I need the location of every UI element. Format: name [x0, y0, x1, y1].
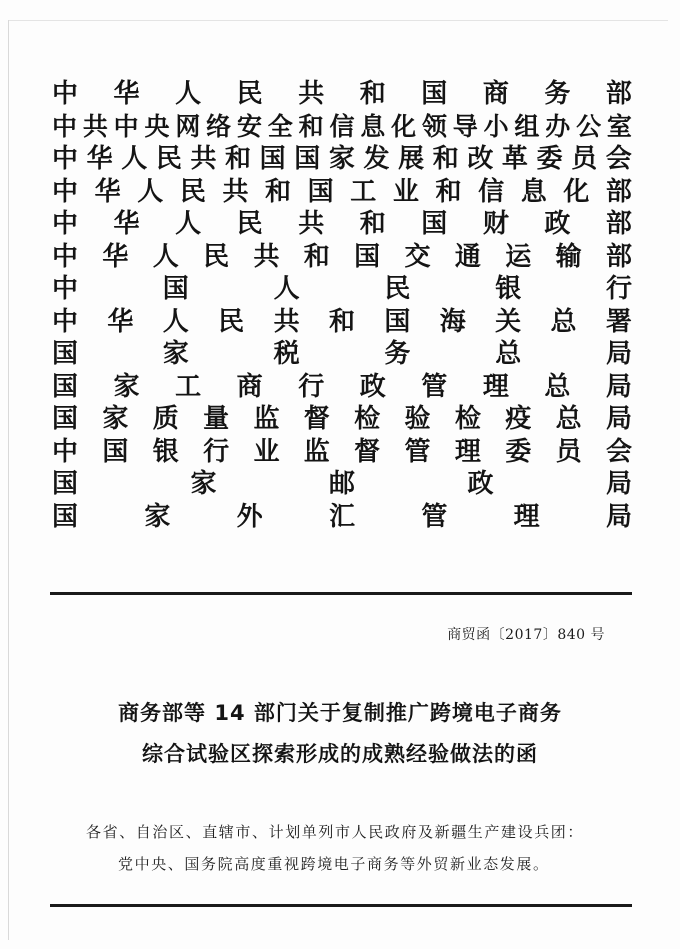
agency-line [52, 176, 632, 209]
agency-char: 华 [107, 306, 134, 337]
agency-char: 公 [576, 111, 602, 141]
agency-char: 量 [203, 404, 230, 434]
agency-char: 室 [606, 111, 632, 141]
agency-line [52, 403, 632, 436]
agency-char: 中 [113, 111, 139, 141]
agency-char: 家 [328, 144, 355, 174]
agency-char: 国 [52, 339, 79, 369]
agency-char: 工 [175, 371, 202, 402]
agency-char: 民 [179, 176, 206, 207]
agency-char: 中 [52, 176, 79, 207]
agency-char: 总 [555, 404, 582, 434]
agency-char: 民 [155, 144, 182, 174]
agency-char: 化 [391, 111, 417, 141]
agency-char: 理 [482, 371, 509, 402]
agency-char: 人 [273, 274, 300, 304]
agency-char: 总 [495, 339, 522, 369]
agency-char: 共 [298, 79, 325, 109]
agency-char: 全 [267, 111, 293, 141]
agency-char: 委 [536, 144, 563, 174]
agency-char: 组 [514, 111, 540, 141]
agency-char: 会 [605, 144, 632, 174]
agency-line [52, 78, 632, 111]
agency-line [52, 436, 632, 469]
agency-char: 业 [253, 436, 280, 467]
agency-char: 交 [404, 241, 431, 272]
agency-char: 员 [571, 144, 598, 174]
agency-char: 商 [236, 371, 263, 402]
agency-char: 展 [398, 144, 425, 174]
agency-char: 部 [605, 241, 632, 272]
agency-char: 财 [482, 209, 509, 239]
agency-char: 国 [52, 501, 79, 532]
agency-char: 中 [52, 144, 79, 174]
agency-line [52, 371, 632, 404]
agency-char: 家 [102, 404, 129, 434]
agency-char: 中 [52, 241, 79, 272]
agency-char: 人 [175, 209, 202, 239]
agency-char: 家 [144, 501, 171, 532]
agency-char: 改 [467, 144, 494, 174]
issuing-agencies-header [52, 78, 632, 533]
agency-char: 管 [421, 501, 448, 532]
agency-char: 华 [113, 209, 140, 239]
agency-char: 外 [236, 501, 263, 532]
agency-char: 信 [329, 111, 355, 141]
agency-char: 国 [384, 306, 411, 337]
agency-char: 理 [454, 436, 481, 467]
agency-char: 国 [259, 144, 286, 174]
agency-char: 政 [359, 371, 386, 402]
agency-char: 人 [121, 144, 148, 174]
agency-char: 化 [563, 176, 590, 207]
agency-char: 银 [152, 436, 179, 467]
document-title-line-2: 综合试验区探索形成的成熟经验做法的函 [142, 742, 538, 766]
agency-char: 国 [307, 176, 334, 207]
agency-char: 行 [298, 371, 325, 402]
agency-char: 和 [298, 111, 324, 141]
agency-char: 政 [544, 209, 571, 239]
agency-char: 家 [162, 339, 189, 369]
agency-char: 监 [303, 436, 330, 467]
agency-char: 务 [384, 339, 411, 369]
agency-line [52, 111, 632, 144]
agency-char: 邮 [328, 469, 355, 499]
agency-char: 人 [152, 241, 179, 272]
agency-char: 领 [421, 111, 447, 141]
agency-char: 通 [454, 241, 481, 272]
agency-char: 共 [190, 144, 217, 174]
body-paragraph: 党中央、国务院高度重视跨境电子商务等外贸新业态发展。 [118, 855, 550, 873]
agency-char: 局 [605, 371, 632, 402]
agency-char: 中 [52, 436, 79, 467]
agency-char: 民 [384, 274, 411, 304]
agency-char: 务 [544, 79, 571, 109]
agency-char: 络 [206, 111, 232, 141]
agency-char: 中 [52, 79, 79, 109]
agency-char: 小 [483, 111, 509, 141]
agency-char: 会 [605, 436, 632, 467]
agency-char: 华 [86, 144, 113, 174]
agency-char: 中 [52, 274, 79, 304]
agency-char: 和 [265, 176, 292, 207]
scan-edge-top [8, 20, 668, 21]
agency-char: 息 [360, 111, 386, 141]
agency-char: 政 [467, 469, 494, 499]
agency-char: 疫 [505, 404, 532, 434]
agency-char: 人 [175, 79, 202, 109]
agency-line [52, 273, 632, 306]
agency-line [52, 143, 632, 176]
agency-char: 局 [605, 501, 632, 532]
agency-char: 网 [175, 111, 201, 141]
agency-line [52, 338, 632, 371]
agency-char: 和 [303, 241, 330, 272]
agency-char: 部 [605, 209, 632, 239]
agency-char: 商 [482, 79, 509, 109]
agency-char: 税 [273, 339, 300, 369]
agency-char: 验 [404, 404, 431, 434]
agency-char: 民 [236, 209, 263, 239]
agency-char: 华 [113, 79, 140, 109]
agency-char: 运 [505, 241, 532, 272]
agency-char: 家 [190, 469, 217, 499]
scan-edge-left [8, 20, 9, 940]
document-number: 商贸函〔2017〕840 号 [447, 627, 605, 643]
agency-char: 局 [605, 469, 632, 499]
agency-line [52, 501, 632, 534]
agency-char: 部 [605, 176, 632, 207]
agency-char: 共 [273, 306, 300, 337]
agency-char: 和 [435, 176, 462, 207]
document-title-line-1: 商务部等 14 部门关于复制推广跨境电子商务 [118, 701, 562, 725]
agency-char: 行 [605, 274, 632, 304]
agency-char: 和 [328, 306, 355, 337]
agency-char: 管 [404, 436, 431, 467]
agency-char: 局 [605, 339, 632, 369]
agency-char: 质 [152, 404, 179, 434]
agency-char: 共 [298, 209, 325, 239]
agency-char: 输 [555, 241, 582, 272]
agency-char: 海 [439, 306, 466, 337]
agency-char: 和 [359, 209, 386, 239]
agency-char: 中 [52, 209, 79, 239]
agency-char: 导 [452, 111, 478, 141]
agency-char: 中 [52, 111, 78, 141]
agency-line [52, 241, 632, 274]
agency-line [52, 468, 632, 501]
agency-char: 国 [421, 209, 448, 239]
agency-char: 人 [162, 306, 189, 337]
agency-char: 和 [225, 144, 252, 174]
agency-char: 国 [102, 436, 129, 467]
agency-char: 国 [162, 274, 189, 304]
agency-char: 信 [478, 176, 505, 207]
agency-char: 国 [294, 144, 321, 174]
agency-char: 员 [555, 436, 582, 467]
agency-char: 国 [52, 404, 79, 434]
agency-char: 民 [203, 241, 230, 272]
agency-char: 和 [432, 144, 459, 174]
agency-char: 办 [545, 111, 571, 141]
agency-char: 国 [354, 241, 381, 272]
agency-char: 银 [495, 274, 522, 304]
agency-char: 业 [392, 176, 419, 207]
agency-line [52, 208, 632, 241]
agency-char: 国 [52, 469, 79, 499]
agency-char: 家 [113, 371, 140, 402]
agency-char: 华 [102, 241, 129, 272]
addressee-line: 各省、自治区、直辖市、计划单列市人民政府及新疆生产建设兵团： [86, 823, 585, 841]
agency-line [52, 306, 632, 339]
agency-char: 工 [350, 176, 377, 207]
agency-char: 汇 [328, 501, 355, 532]
agency-char: 部 [605, 79, 632, 109]
agency-char: 安 [236, 111, 262, 141]
agency-char: 管 [421, 371, 448, 402]
agency-char: 息 [520, 176, 547, 207]
footer-divider-rule [50, 904, 632, 907]
agency-char: 检 [354, 404, 381, 434]
agency-char: 民 [236, 79, 263, 109]
agency-char: 关 [495, 306, 522, 337]
agency-char: 行 [203, 436, 230, 467]
agency-char: 委 [505, 436, 532, 467]
agency-char: 检 [454, 404, 481, 434]
agency-char: 督 [303, 404, 330, 434]
agency-char: 人 [137, 176, 164, 207]
agency-char: 监 [253, 404, 280, 434]
agency-char: 总 [544, 371, 571, 402]
agency-char: 民 [218, 306, 245, 337]
agency-char: 中 [52, 306, 79, 337]
agency-char: 督 [354, 436, 381, 467]
agency-char: 发 [363, 144, 390, 174]
agency-char: 署 [605, 306, 632, 337]
agency-char: 总 [550, 306, 577, 337]
agency-char: 国 [52, 371, 79, 402]
agency-char: 局 [605, 404, 632, 434]
agency-char: 国 [421, 79, 448, 109]
agency-char: 革 [501, 144, 528, 174]
agency-char: 央 [144, 111, 170, 141]
header-divider-rule [50, 592, 632, 595]
agency-char: 华 [94, 176, 121, 207]
agency-char: 共 [253, 241, 280, 272]
agency-char: 理 [513, 501, 540, 532]
agency-char: 共 [222, 176, 249, 207]
agency-char: 共 [82, 111, 108, 141]
agency-char: 和 [359, 79, 386, 109]
